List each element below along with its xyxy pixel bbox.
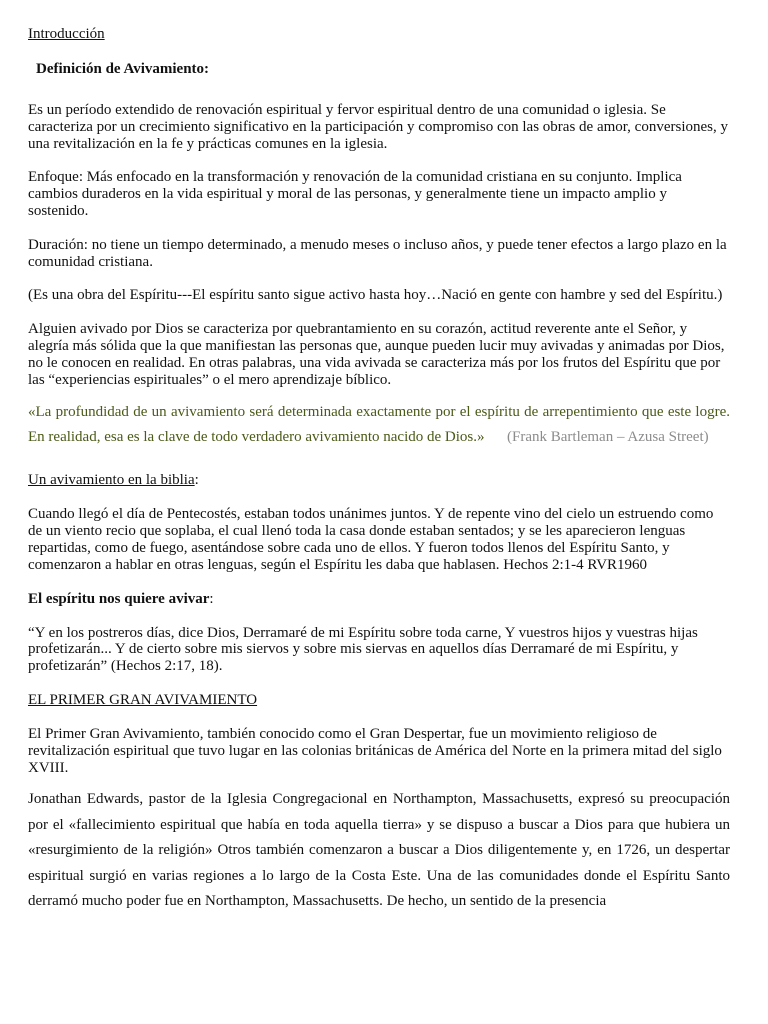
intro-title-text: Introducción <box>28 26 105 42</box>
postreros-paragraph: “Y en los postreros días, dice Dios, Derramaré de mi Espíritu sobre toda carne, Y vuestros hijos y vuestras hijas profetizarán... Y de cierto sobre mis siervos y sobre mis siervas en aquellos días Derramaré de mi Espíritu, y profetizarán” (Hechos 2:17, 18). <box>28 624 698 675</box>
intro-title <box>28 26 730 43</box>
alguien-paragraph: Alguien avivado por Dios se caracteriza por quebrantamiento en su corazón, actitud reverente ante el Señor, y alegría más sólida que la que manifiestan las personas que, aunque pueden lucir muy avivadas y animadas por Dios, no le conocen en realidad. En otras palabras, una vida avivada se caracteriza más por los frutos del Espíritu que por las “experiencias espirituales” o el mero aprendizaje bíblico. <box>28 321 725 388</box>
espiritu-title <box>28 591 730 608</box>
definition-title: Definición de Avivamiento: <box>36 61 210 77</box>
biblia-title-text: Un avivamiento en la biblia <box>28 472 195 489</box>
pentecostes-paragraph: Cuando llegó el día de Pentecostés, estaban todos unánimes juntos. Y de repente vino del cielo un estruendo como de un viento recio que soplaba, el cual llenó toda la casa donde estaban sentados; y se les aparecieron lenguas repartidas, como de fuego, asentándose sobre cada uno de ellos. Y fueron todos llenos del Espíritu Santo, y comenzaron a hablar en otras lenguas, según el Espíritu les daba que hablasen. Hechos 2:1-4 RVR1960 <box>28 506 714 573</box>
espiritu-title-colon: : <box>209 590 214 607</box>
obra-paragraph: (Es una obra del Espíritu---El espíritu santo sigue activo hasta hoy…Nació en gente con hambre y sed del Espíritu.) <box>28 287 723 304</box>
primer-avivamiento-title-text: EL PRIMER GRAN AVIVAMIENTO <box>28 691 258 708</box>
definition-paragraph: Es un período extendido de renovación espiritual y fervor espiritual dentro de una comunidad o iglesia. Se caracteriza por un crecimiento significativo en la participación y compromiso con las obras de amor, conversiones, y una revitalización en la fe y prácticas comunes en la iglesia. <box>28 102 728 152</box>
quote-block <box>28 400 730 450</box>
edwards-paragraph: Jonathan Edwards, pastor de la Iglesia Congregacional en Northampton, Massachusetts, expresó su preocupación por el «fallecimiento espiritual que había en toda aquella tierra» y se dispuso a buscar a Dios para que hubiera un «resurgimiento de la religión» Otros también comenzaron a buscar a Dios diligentemente y, en 1726, un despertar espiritual surgió en varias regiones a lo largo de la Costa Este. Una de las comunidades donde el Espíritu Santo derramó mucho poder fue en Northampton, Massachusetts. De hecho, un sentido de la presencia <box>28 791 730 910</box>
biblia-title-colon: : <box>194 472 199 489</box>
quote-text: «La profundidad de un avivamiento será determinada exactamente por el espíritu de arrepentimiento que este logre. En realidad, esa es la clave de todo verdadero avivamiento nacido de Dios.» <box>28 404 730 446</box>
primer-avivamiento-paragraph: El Primer Gran Avivamiento, también conocido como el Gran Despertar, fue un movimiento religioso de revitalización espiritual que tuvo lugar en las colonias británicas de América del Norte en la primera mitad del siglo XVIII. <box>28 725 722 776</box>
primer-avivamiento-title <box>28 692 730 709</box>
espiritu-title-text: El espíritu nos quiere avivar <box>28 590 210 607</box>
quote-citation: (Frank Bartleman – Azusa Street) <box>507 429 709 446</box>
duracion-paragraph: Duración: no tiene un tiempo determinado, a menudo meses o incluso años, y puede tener efectos a largo plazo en la comunidad cristiana. <box>28 236 727 270</box>
biblia-title <box>28 472 730 489</box>
enfoque-paragraph: Enfoque: Más enfocado en la transformación y renovación de la comunidad cristiana en su conjunto. Implica cambios duraderos en la vida espiritual y moral de las personas, y generalmente tiene un impacto amplio y sostenido. <box>28 169 682 219</box>
